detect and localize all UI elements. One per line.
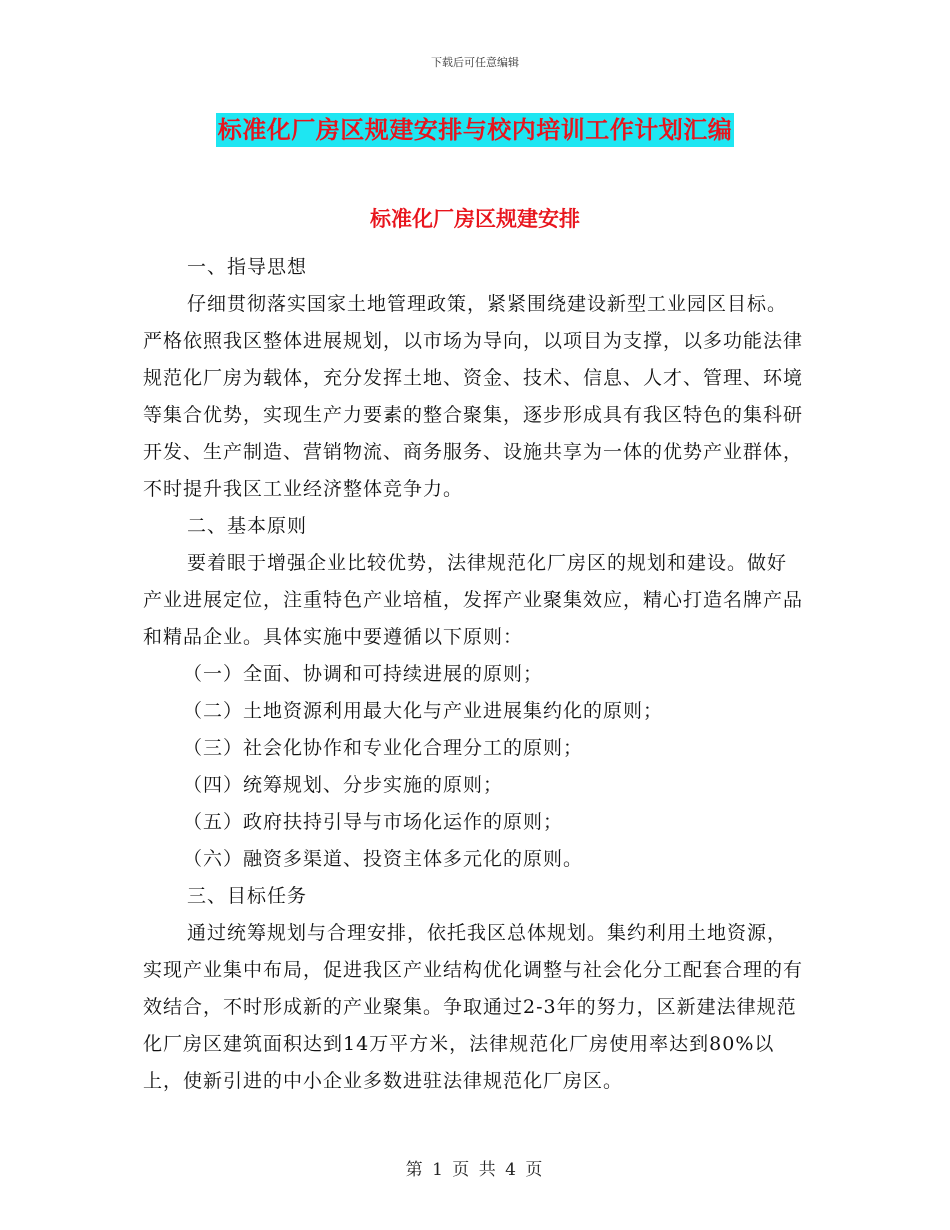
section-heading-guiding-thought: 一、指导思想 [187,256,308,278]
principle-item: （四）统筹规划、分步实施的原则； [183,774,504,796]
header-note: 下载后可任意编辑 [431,56,519,69]
main-title-wrap [0,113,950,147]
principle-item: （二）土地资源利用最大化与产业进展集约化的原则； [183,700,664,722]
principle-item: （三）社会化协作和专业化合理分工的原则； [183,737,584,759]
paragraph-guiding-thought: 仔细贯彻落实国家土地管理政策，紧紧围绕建设新型工业园区目标。严格依照我区整体进展规划，以市场为导向，以项目为支撑，以多功能法律规范化厂房为载体，充分发挥土地、资金、技术、信息、人才、管理、环境等集合优势，实现生产力要素的整合聚集，逐步形成具有我区特色的集科研开发、生产制造、营销物流、商务服务、设施共享为一体的优势产业群体，不时提升我区工业经济整体竞争力。 [143,293,804,500]
document-body [143,249,803,1100]
principle-item: （五）政府扶持引导与市场化运作的原则； [183,811,564,833]
section-heading-basic-principles: 二、基本原则 [187,515,308,537]
principle-item: （六）融资多渠道、投资主体多元化的原则。 [183,848,584,870]
paragraph-goals: 通过统筹规划与合理安排，依托我区总体规划。集约利用土地资源，实现产业集中布局，促进我区产业结构优化调整与社会化分工配套合理的有效结合，不时形成新的产业聚集。争取通过2-3年的努力，区新建法律规范化厂房区建筑面积达到14万平方米，法律规范化厂房使用率达到80%以上，使新引进的中小企业多数进驻法律规范化厂房区。 [143,922,804,1092]
main-title: 标准化厂房区规建安排与校内培训工作计划汇编 [216,113,735,147]
principle-item: （一）全面、协调和可持续进展的原则； [183,663,544,685]
section-heading-goals: 三、目标任务 [187,885,308,907]
page-number: 第 1 页 共 4 页 [405,1160,545,1180]
sub-title: 标准化厂房区规建安排 [370,207,580,231]
paragraph-basic-principles: 要着眼于增强企业比较优势，法律规范化厂房区的规划和建设。做好产业进展定位，注重特色产业培植，发挥产业聚集效应，精心打造名牌产品和精品企业。具体实施中要遵循以下原则： [143,552,804,648]
